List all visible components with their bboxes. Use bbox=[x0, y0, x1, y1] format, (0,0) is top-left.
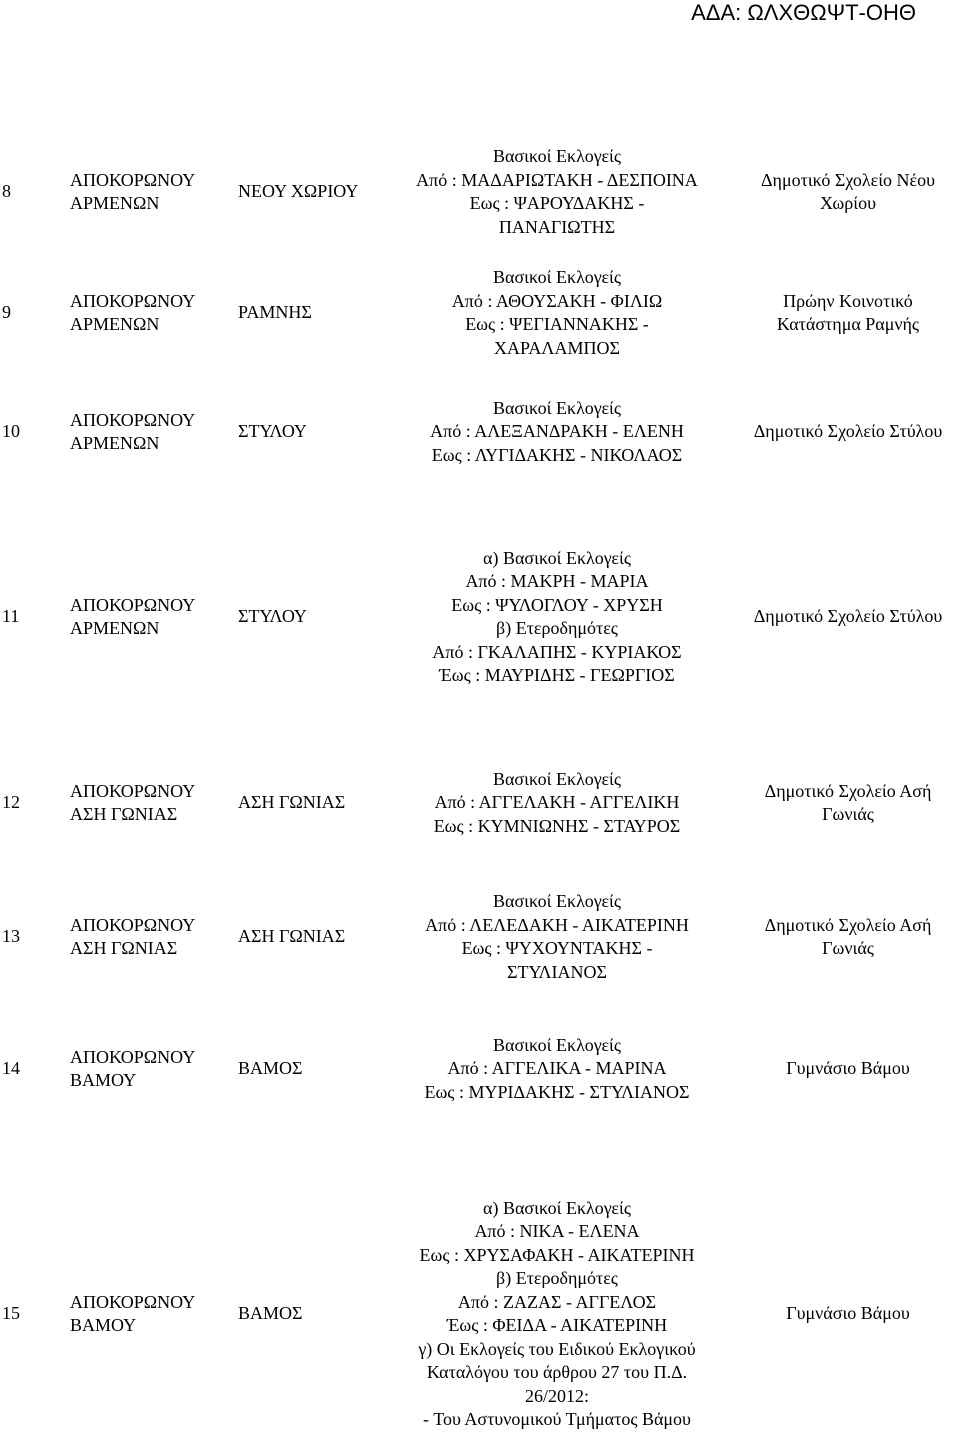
municipality-line: ΑΠΟΚΟΡΩΝΟΥ bbox=[70, 1291, 196, 1312]
voter-range-line: Βασικοί Εκλογείς bbox=[493, 891, 621, 911]
area: ΣΤΥΛΟΥ bbox=[238, 421, 307, 442]
voter-range-line: Καταλόγου του άρθρου 27 του Π.Δ. bbox=[426, 1362, 688, 1382]
area: ΑΣΗ ΓΩΝΙΑΣ bbox=[238, 926, 346, 947]
row-number: 15 bbox=[2, 1303, 20, 1324]
row-number: 9 bbox=[2, 302, 11, 323]
voter-range-line: ΧΑΡΑΛΑΜΠΟΣ bbox=[494, 337, 620, 358]
voter-range-line: Από : ΑΛΕΞΑΝΔΡΑΚΗ - ΕΛΕΝΗ bbox=[430, 421, 684, 442]
voter-range-line: Εως : ΛΥΓΙΔΑΚΗΣ - ΝΙΚΟΛΑΟΣ bbox=[431, 444, 683, 465]
row-number: 13 bbox=[2, 926, 20, 947]
row-number: 11 bbox=[2, 606, 20, 627]
area: ΡΑΜΝΗΣ bbox=[238, 302, 312, 323]
area: ΒΑΜΟΣ bbox=[238, 1303, 303, 1324]
polling-venue bbox=[736, 1195, 960, 1433]
venue-line: Δημοτικό Σχολείο Νέου bbox=[760, 169, 936, 190]
municipality bbox=[70, 144, 230, 240]
voter-range-line: Εως : ΚΥΜΝΙΩΝΗΣ - ΣΤΑΥΡΟΣ bbox=[433, 815, 681, 836]
municipality-line: ΑΠΟΚΟΡΩΝΟΥ bbox=[70, 169, 196, 190]
voter-range-line: β) Ετεροδημότες bbox=[496, 618, 618, 638]
area: ΣΤΥΛΟΥ bbox=[238, 606, 307, 627]
voter-range-line: Έως : ΜΑΥΡΙΔΗΣ - ΓΕΩΡΓΙΟΣ bbox=[439, 665, 675, 685]
table-row bbox=[0, 1195, 960, 1433]
row-number: 14 bbox=[2, 1058, 20, 1079]
municipality bbox=[70, 889, 230, 985]
voter-range bbox=[390, 767, 724, 839]
voter-range-line: Βασικοί Εκλογείς bbox=[493, 1034, 621, 1055]
voter-range-line: α) Βασικοί Εκλογείς bbox=[483, 1197, 631, 1218]
voter-range-line: Από : ΜΑΚΡΗ - ΜΑΡΙΑ bbox=[465, 571, 649, 591]
municipality bbox=[70, 396, 230, 468]
area: ΒΑΜΟΣ bbox=[238, 1058, 303, 1079]
voter-range-line: Βασικοί Εκλογείς bbox=[493, 397, 621, 418]
municipality-line: ΑΡΜΕΝΩΝ bbox=[70, 193, 160, 213]
municipality-line: ΒΑΜΟΥ bbox=[70, 1070, 137, 1090]
voter-range-line: β) Ετεροδημότες bbox=[496, 1268, 618, 1288]
voter-range-line: Από : ΓΚΑΛΑΠΗΣ - ΚΥΡΙΑΚΟΣ bbox=[432, 641, 682, 662]
municipality bbox=[70, 767, 230, 839]
municipality bbox=[70, 1195, 230, 1433]
venue-line: Γωνιάς bbox=[822, 804, 874, 824]
venue-line: Δημοτικό Σχολείο Ασή bbox=[764, 780, 932, 801]
voter-range-line: Από : ΑΓΓΕΛΑΚΗ - ΑΓΓΕΛΙΚΗ bbox=[434, 792, 680, 813]
venue-line: Γωνιάς bbox=[822, 938, 874, 958]
voter-range-line: Βασικοί Εκλογείς bbox=[493, 146, 621, 166]
voter-range-line: Εως : ΧΡΥΣΑΦΑΚΗ - ΑΙΚΑΤΕΡΙΝΗ bbox=[419, 1244, 695, 1265]
row-number: 8 bbox=[2, 181, 11, 202]
municipality-line: ΑΠΟΚΟΡΩΝΟΥ bbox=[70, 780, 196, 801]
table-row bbox=[0, 767, 960, 839]
voter-range-line: α) Βασικοί Εκλογείς bbox=[483, 547, 631, 568]
municipality-line: ΑΠΟΚΟΡΩΝΟΥ bbox=[70, 290, 196, 311]
polling-venue bbox=[736, 889, 960, 985]
municipality-line: ΑΠΟΚΟΡΩΝΟΥ bbox=[70, 594, 196, 615]
voter-range-line: Από : ΝΙΚΑ - ΕΛΕΝΑ bbox=[474, 1221, 640, 1241]
voter-range-line: - Του Αστυνομικού Τμήματος Βάμου bbox=[423, 1409, 691, 1429]
polling-venue bbox=[736, 546, 960, 688]
municipality bbox=[70, 1033, 230, 1105]
voter-range-line: Βασικοί Εκλογείς bbox=[493, 267, 621, 287]
table-row bbox=[0, 396, 960, 468]
municipality-line: ΑΣΗ ΓΩΝΙΑΣ bbox=[70, 804, 178, 824]
voter-range-line: Από : ΖΑΖΑΣ - ΑΓΓΕΛΟΣ bbox=[457, 1291, 657, 1312]
venue-line: Δημοτικό Σχολείο Στύλου bbox=[753, 421, 943, 442]
table-row bbox=[0, 889, 960, 985]
table-row bbox=[0, 144, 960, 240]
venue-line: Γυμνάσιο Βάμου bbox=[786, 1058, 910, 1079]
voter-range bbox=[390, 889, 724, 985]
area: ΑΣΗ ΓΩΝΙΑΣ bbox=[238, 792, 346, 813]
venue-line: Γυμνάσιο Βάμου bbox=[786, 1303, 910, 1324]
municipality-line: ΑΡΜΕΝΩΝ bbox=[70, 618, 160, 638]
voter-range-line: Εως : ΨΑΡΟΥΔΑΚΗΣ - bbox=[469, 193, 645, 213]
voter-range-line: Εως : ΨΥΛΟΓΛΟΥ - ΧΡΥΣΗ bbox=[451, 594, 663, 615]
municipality-line: ΑΡΜΕΝΩΝ bbox=[70, 433, 160, 453]
voter-range-line: 26/2012: bbox=[524, 1385, 589, 1406]
venue-line: Δημοτικό Σχολείο Ασή bbox=[764, 914, 932, 935]
polling-venue bbox=[736, 396, 960, 468]
voter-range bbox=[390, 265, 724, 361]
polling-venue bbox=[736, 1033, 960, 1105]
municipality-line: ΑΠΟΚΟΡΩΝΟΥ bbox=[70, 1046, 196, 1067]
voter-range-line: Εως : ΜΥΡΙΔΑΚΗΣ - ΣΤΥΛΙΑΝΟΣ bbox=[424, 1081, 690, 1102]
voter-range-line: Εως : ΨΥΧΟΥΝΤΑΚΗΣ - bbox=[461, 938, 653, 958]
municipality-line: ΑΡΜΕΝΩΝ bbox=[70, 314, 160, 334]
polling-venue bbox=[736, 265, 960, 361]
polling-venue bbox=[736, 767, 960, 839]
voter-range bbox=[390, 1195, 724, 1433]
table-row bbox=[0, 1033, 960, 1105]
municipality-line: ΑΠΟΚΟΡΩΝΟΥ bbox=[70, 914, 196, 935]
document-code: ΑΔΑ: ΩΛΧΘΩΨΤ-ΟΗΘ bbox=[691, 0, 916, 25]
voter-range-line: γ) Οι Εκλογείς του Ειδικού Εκλογικού bbox=[418, 1338, 696, 1359]
voter-range bbox=[390, 546, 724, 688]
voter-range bbox=[390, 144, 724, 240]
voter-range-line: ΣΤΥΛΙΑΝΟΣ bbox=[506, 961, 608, 982]
table-row bbox=[0, 265, 960, 361]
municipality bbox=[70, 265, 230, 361]
venue-line: Δημοτικό Σχολείο Στύλου bbox=[753, 606, 943, 627]
municipality-line: ΑΣΗ ΓΩΝΙΑΣ bbox=[70, 938, 178, 958]
voter-range bbox=[390, 396, 724, 468]
municipality-line: ΒΑΜΟΥ bbox=[70, 1315, 137, 1335]
row-number: 10 bbox=[2, 421, 20, 442]
voter-range-line: Έως : ΦΕΙΔΑ - ΑΙΚΑΤΕΡΙΝΗ bbox=[446, 1315, 668, 1335]
table-row bbox=[0, 546, 960, 688]
venue-line: Πρώην Κοινοτικό bbox=[783, 290, 913, 311]
municipality bbox=[70, 546, 230, 688]
row-number: 12 bbox=[2, 792, 20, 813]
voter-range-line: Από : ΑΘΟΥΣΑΚΗ - ΦΙΛΙΩ bbox=[451, 290, 663, 311]
municipality-line: ΑΠΟΚΟΡΩΝΟΥ bbox=[70, 409, 196, 430]
voter-range-line: Από : ΛΕΛΕΔΑΚΗ - ΑΙΚΑΤΕΡΙΝΗ bbox=[425, 914, 689, 935]
area: ΝΕΟΥ ΧΩΡΙΟΥ bbox=[238, 181, 359, 202]
voter-range-line: Εως : ΨΕΓΙΑΝΝΑΚΗΣ - bbox=[465, 314, 649, 334]
voter-range-line: ΠΑΝΑΓΙΩΤΗΣ bbox=[498, 216, 616, 237]
voter-range-line: Βασικοί Εκλογείς bbox=[493, 768, 621, 789]
polling-venue bbox=[736, 144, 960, 240]
venue-line: Κατάστημα Ραμνής bbox=[776, 314, 920, 334]
voter-range-line: Από : ΑΓΓΕΛΙΚΑ - ΜΑΡΙΝΑ bbox=[447, 1058, 667, 1079]
venue-line: Χωρίου bbox=[819, 193, 876, 213]
voter-range bbox=[390, 1033, 724, 1105]
voter-range-line: Από : ΜΑΔΑΡΙΩΤΑΚΗ - ΔΕΣΠΟΙΝΑ bbox=[416, 169, 698, 190]
